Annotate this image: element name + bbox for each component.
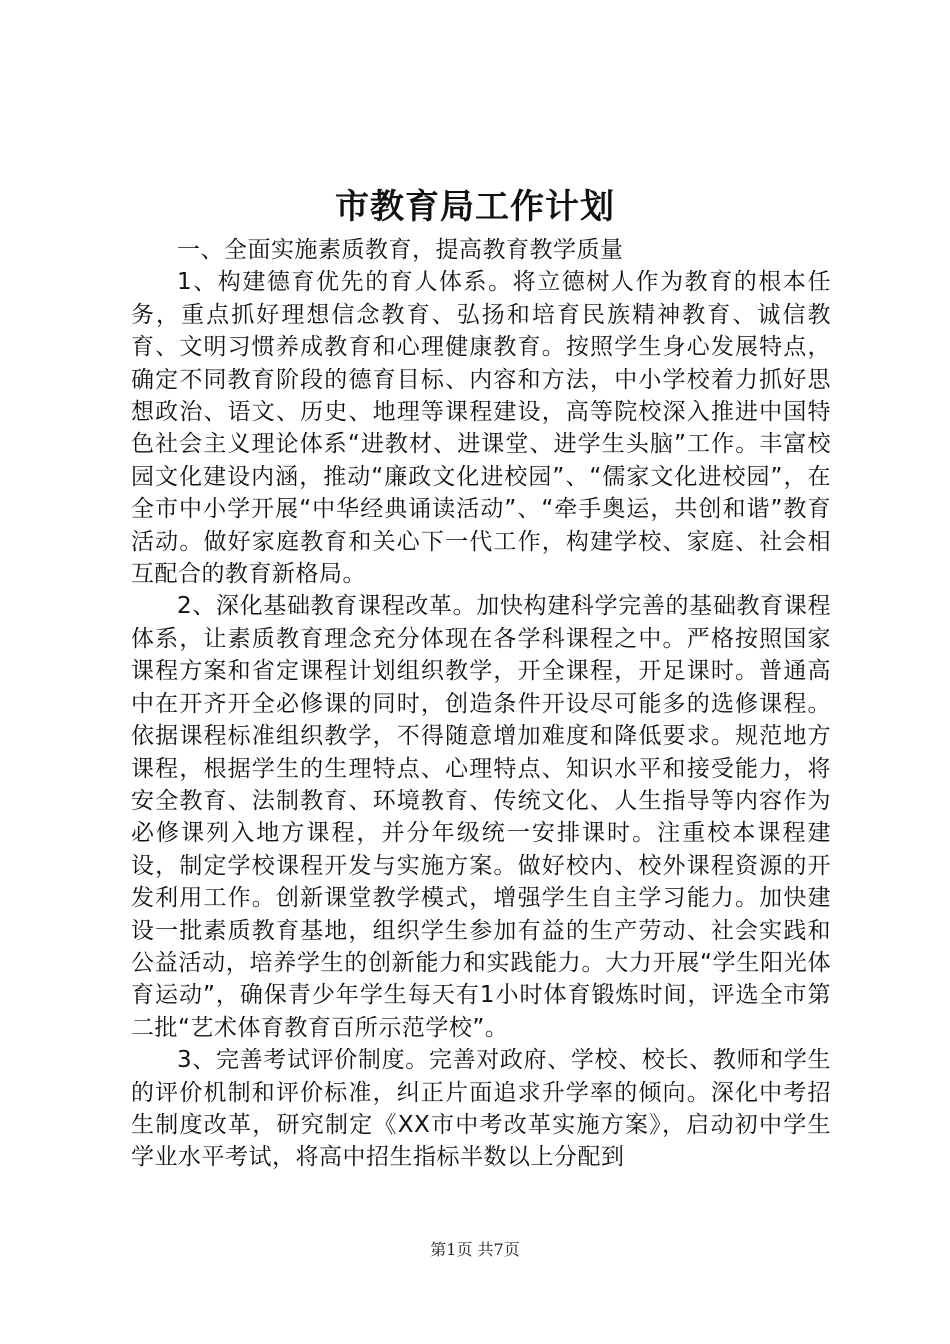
paragraph-1: 1、构建德育优先的育人体系。将立德树人作为教育的根本任务，重点抓好理想信念教育、弘扬和培育民族精神教育、诚信教育、文明习惯养成教育和心理健康教育。按照学生身心发展特点，确定不同教育阶段的德育目标、内容和方法，中小学校着力抓好思想政治、语文、历史、地理等课程建设，高等院校深入推进中国特色社会主义理论体系“进教材、进课堂、进学生头脑”工作。丰富校园文化建设内涵，推动“廉政文化进校园”、“儒家文化进校园”，在全市中小学开展“中华经典诵读活动”、“牵手奥运，共创和谐”教育活动。做好家庭教育和关心下一代工作，构建学校、家庭、社会相互配合的教育新格局。 [131,269,831,588]
page-footer: 第1页 共7页 [430,1240,520,1259]
paragraph-3: 3、完善考试评价制度。完善对政府、学校、校长、教师和学生的评价机制和评价标准，纠正片面追求升学率的倾向。深化中考招生制度改革，研究制定《XX市中考改革实施方案》，启动初中学生学业水平考试，将高中招生指标半数以上分配到 [131,1047,831,1171]
document-title: 市教育局工作计划 [335,187,615,227]
section-heading: 一、全面实施素质教育，提高教育教学质量 [177,237,624,263]
document-body [131,234,831,1174]
paragraph-2: 2、深化基础教育课程改革。加快构建科学完善的基础教育课程体系，让素质教育理念充分体现在各学科课程之中。严格按照国家课程方案和省定课程计划组织教学，开全课程，开足课时。普通高中在开齐开全必修课的同时，创造条件开设尽可能多的选修课程。依据课程标准组织教学，不得随意增加难度和降低要求。规范地方课程，根据学生的生理特点、心理特点、知识水平和接受能力，将安全教育、法制教育、环境教育、传统文化、人生指导等内容作为必修课列入地方课程，并分年级统一安排课时。注重校本课程建设，制定学校课程开发与实施方案。做好校内、校外课程资源的开发利用工作。创新课堂教学模式，增强学生自主学习能力。加快建设一批素质教育基地，组织学生参加有益的生产劳动、社会实践和公益活动，培养学生的创新能力和实践能力。大力开展“学生阳光体育运动”，确保青少年学生每天有1小时体育锻炼时间，评选全市第二批“艺术体育教育百所示范学校”。 [131,593,831,1041]
